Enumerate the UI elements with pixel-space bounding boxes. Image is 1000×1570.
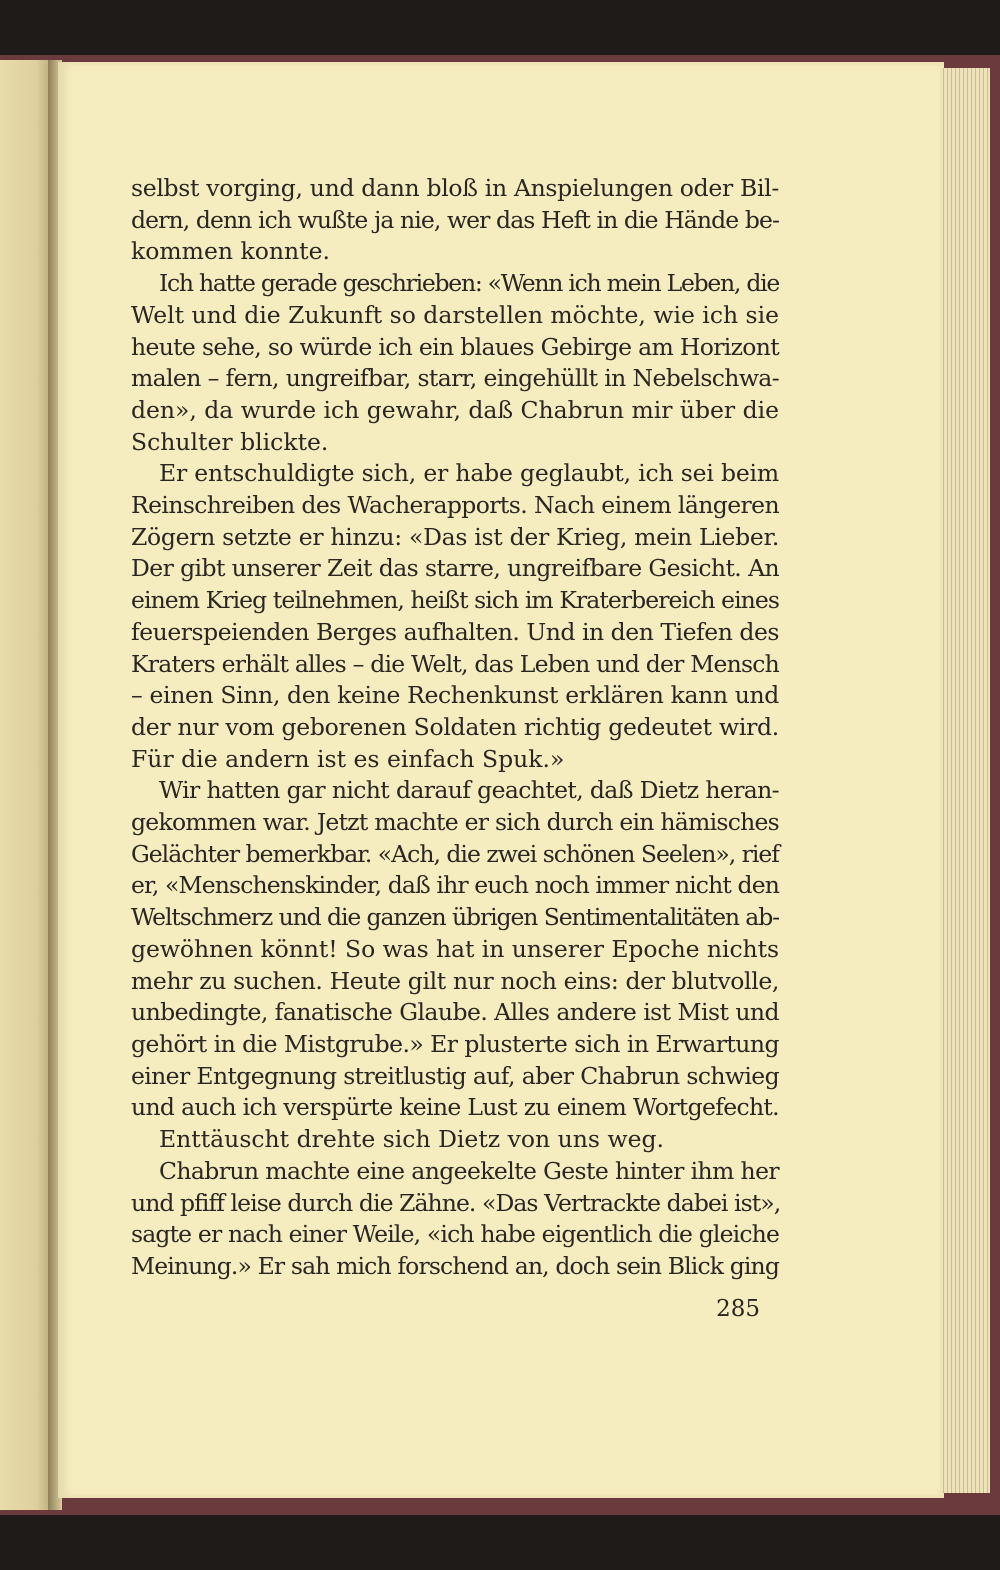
text-line: selbst vorging, und dann bloß in Anspielungen oder Bil- (131, 174, 779, 202)
text-line: Weltschmerz und die ganzen übrigen Sentimentalitäten ab- (131, 903, 780, 932)
text-line: der nur vom geborenen Soldaten richtig gedeutet wird. (131, 712, 779, 741)
text-line: Für die andern ist es einfach Spuk.» (131, 744, 565, 773)
text-line: Der gibt unserer Zeit das starre, ungreifbare Gesicht. An (131, 554, 779, 583)
text-line: sagte er nach einer Weile, «ich habe eigentlich die gleiche (131, 1220, 780, 1249)
paragraph (131, 173, 779, 268)
text-line: heute sehe, so würde ich ein blaues Gebirge am Horizont (131, 332, 780, 361)
text-line: unbedingte, fanatische Glaube. Alles andere ist Mist und (131, 998, 779, 1027)
text-line: gehört in die Mistgrube.» Er plusterte sich in Erwartung (131, 1029, 780, 1058)
text-line: Schulter blickte. (131, 427, 329, 456)
text-line: Wir hatten gar nicht darauf geachtet, daß Dietz heran- (159, 776, 779, 805)
paragraph (131, 1124, 779, 1156)
text-line: Gelächter bemerkbar. «Ach, die zwei schönen Seelen», rief (131, 839, 779, 868)
text-line: Chabrun machte eine angeekelte Geste hinter ihm her (159, 1156, 779, 1185)
paragraph (131, 458, 779, 775)
page-number: 285 (716, 1296, 760, 1322)
text-line: gewöhnen könnt! So was hat in unserer Epoche nichts (131, 934, 780, 963)
page-edges (940, 68, 990, 1493)
paragraph (131, 1156, 779, 1283)
text-line: – einen Sinn, den keine Rechenkunst erklären kann und (131, 681, 779, 710)
text-line: feuerspeienden Berges aufhalten. Und in den Tiefen des (131, 617, 780, 646)
text-line: und auch ich verspürte keine Lust zu einem Wortgefecht. (131, 1093, 779, 1122)
text-line: Er entschuldigte sich, er habe geglaubt, ich sei beim (159, 459, 779, 488)
text-line: gekommen war. Jetzt machte er sich durch ein hämisches (131, 808, 779, 837)
text-line: den», da wurde ich gewahr, daß Chabrun mir über die (131, 395, 779, 424)
text-line: Enttäuscht drehte sich Dietz von uns weg. (159, 1125, 664, 1154)
text-line: und pfiff leise durch die Zähne. «Das Vertrackte dabei ist», (131, 1188, 781, 1217)
paragraph (131, 775, 779, 1124)
text-line: Meinung.» Er sah mich forschend an, doch sein Blick ging (131, 1251, 779, 1280)
text-line: einer Entgegnung streitlustig auf, aber Chabrun schwieg (131, 1061, 779, 1090)
text-line: Zögern setzte er hinzu: «Das ist der Krieg, mein Lieber. (131, 522, 780, 551)
text-line: Reinschreiben des Wacherapports. Nach einem längeren (131, 491, 779, 520)
text-line: einem Krieg teilnehmen, heißt sich im Kraterbereich eines (131, 586, 779, 615)
text-line: Ich hatte gerade geschrieben: «Wenn ich mein Leben, die (159, 269, 780, 298)
text-line: mehr zu suchen. Heute gilt nur noch eins: der blutvolle, (131, 966, 779, 995)
page-text (131, 173, 779, 1283)
text-line: kommen konnte. (131, 237, 330, 266)
paragraph (131, 268, 779, 458)
text-line: Kraters erhält alles – die Welt, das Leben und der Mensch (131, 649, 780, 678)
left-page-edge (0, 60, 52, 1510)
text-line: dern, denn ich wußte ja nie, wer das Heft in die Hände be- (131, 205, 779, 234)
text-line: er, «Menschenskinder, daß ihr euch noch immer nicht den (131, 871, 779, 900)
text-line: Welt und die Zukunft so darstellen möchte, wie ich sie (131, 300, 779, 329)
text-line: malen – fern, ungreifbar, starr, eingehüllt in Nebelschwa- (131, 364, 780, 393)
